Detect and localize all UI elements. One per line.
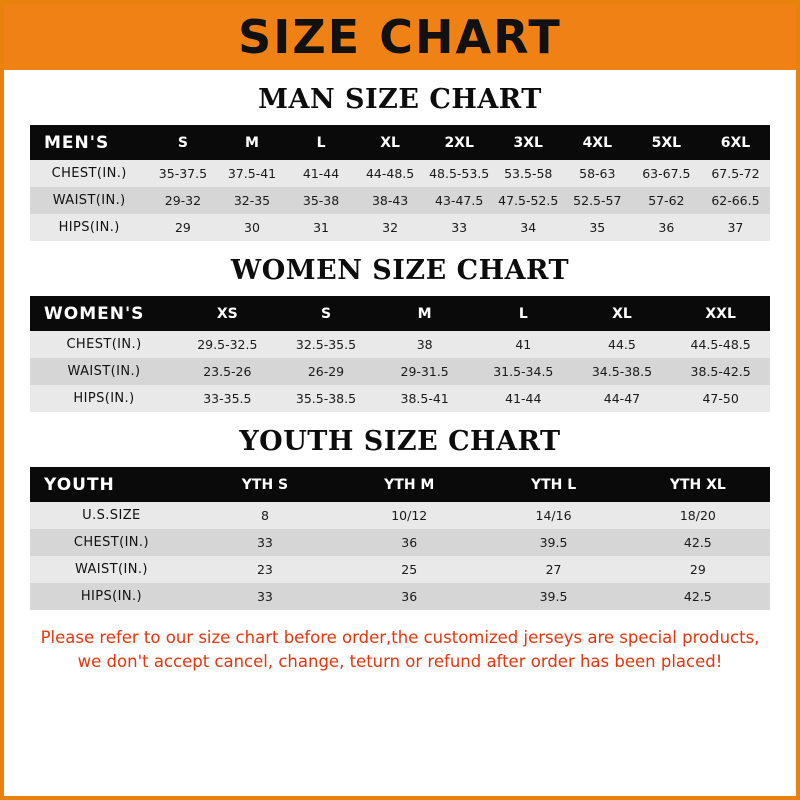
youth-section [4,426,796,610]
youth-r1-c3: 42.5 [626,529,770,556]
youth-row-3-label: HIPS(IN.) [30,583,193,610]
men-col-5: 3XL [494,125,563,160]
women-table-head [30,296,770,331]
women-row-0-label: CHEST(IN.) [30,331,178,358]
youth-r1-c2: 39.5 [481,529,625,556]
men-col-2: L [287,125,356,160]
youth-r0-c1: 10/12 [337,502,481,529]
youth-r0-c2: 14/16 [481,502,625,529]
youth-r1-c0: 33 [193,529,337,556]
table-row [30,583,770,610]
women-r1-c0: 23.5-26 [178,358,277,385]
youth-col-0: YTH S [193,467,337,502]
men-r2-c2: 31 [287,214,356,241]
youth-row-1-label: CHEST(IN.) [30,529,193,556]
youth-table-body [30,502,770,610]
men-r1-c5: 47.5-52.5 [494,187,563,214]
banner [4,4,796,70]
women-r2-c1: 35.5-38.5 [277,385,376,412]
footer-note-line-1: Please refer to our size chart before order,the customized jerseys are special products, [40,628,760,647]
youth-col-2: YTH L [481,467,625,502]
youth-r0-c3: 18/20 [626,502,770,529]
youth-section-title: YOUTH SIZE CHART [239,426,561,457]
men-r2-c5: 34 [494,214,563,241]
men-r1-c0: 29-32 [148,187,217,214]
women-r2-c2: 38.5-41 [375,385,474,412]
women-r2-c3: 41-44 [474,385,573,412]
men-row-2-label: HIPS(IN.) [30,214,148,241]
youth-col-3: YTH XL [626,467,770,502]
men-r1-c8: 62-66.5 [701,187,770,214]
men-col-0: S [148,125,217,160]
men-section [4,84,796,241]
youth-r3-c2: 39.5 [481,583,625,610]
women-row-1-label: WAIST(IN.) [30,358,178,385]
table-row [30,529,770,556]
women-col-0: XS [178,296,277,331]
women-col-5: XXL [671,296,770,331]
women-r1-c4: 34.5-38.5 [573,358,672,385]
women-r1-c1: 26-29 [277,358,376,385]
table-row [30,385,770,412]
youth-r2-c2: 27 [481,556,625,583]
men-r2-c6: 35 [563,214,632,241]
women-section-title: WOMEN SIZE CHART [230,255,570,286]
youth-r0-c0: 8 [193,502,337,529]
footer-note [24,626,776,674]
men-r0-c3: 44-48.5 [356,160,425,187]
footer-note-line-2: we don't accept cancel, change, teturn or refund after order has been placed! [77,651,723,671]
men-corner-label: MEN'S [30,125,148,160]
youth-r2-c3: 29 [626,556,770,583]
table-row [30,187,770,214]
women-r0-c1: 32.5-35.5 [277,331,376,358]
men-r0-c4: 48.5-53.5 [425,160,494,187]
women-r0-c0: 29.5-32.5 [178,331,277,358]
women-r2-c0: 33-35.5 [178,385,277,412]
table-row [30,331,770,358]
table-header-row [30,125,770,160]
men-table-head [30,125,770,160]
women-section [4,255,796,412]
youth-size-table [30,467,770,610]
women-r0-c3: 41 [474,331,573,358]
table-header-row [30,296,770,331]
men-r0-c7: 63-67.5 [632,160,701,187]
table-header-row [30,467,770,502]
youth-col-1: YTH M [337,467,481,502]
youth-r3-c1: 36 [337,583,481,610]
men-r2-c8: 37 [701,214,770,241]
table-row [30,502,770,529]
men-r1-c1: 32-35 [217,187,286,214]
youth-table-head [30,467,770,502]
women-table-body [30,331,770,412]
men-table-body [30,160,770,241]
men-r0-c0: 35-37.5 [148,160,217,187]
men-r2-c0: 29 [148,214,217,241]
men-r0-c6: 58-63 [563,160,632,187]
men-r1-c6: 52.5-57 [563,187,632,214]
men-col-8: 6XL [701,125,770,160]
men-r2-c7: 36 [632,214,701,241]
table-row [30,358,770,385]
women-col-1: S [277,296,376,331]
men-r2-c1: 30 [217,214,286,241]
men-section-title: MAN SIZE CHART [258,84,542,115]
men-row-1-label: WAIST(IN.) [30,187,148,214]
men-r1-c7: 57-62 [632,187,701,214]
men-r1-c2: 35-38 [287,187,356,214]
men-r1-c3: 38-43 [356,187,425,214]
men-r0-c8: 67.5-72 [701,160,770,187]
youth-r3-c0: 33 [193,583,337,610]
women-col-4: XL [573,296,672,331]
men-row-0-label: CHEST(IN.) [30,160,148,187]
women-r0-c4: 44.5 [573,331,672,358]
women-size-table [30,296,770,412]
men-r2-c3: 32 [356,214,425,241]
women-r1-c5: 38.5-42.5 [671,358,770,385]
youth-row-2-label: WAIST(IN.) [30,556,193,583]
men-col-4: 2XL [425,125,494,160]
men-col-6: 4XL [563,125,632,160]
women-col-2: M [375,296,474,331]
youth-r2-c1: 25 [337,556,481,583]
men-col-3: XL [356,125,425,160]
women-r1-c3: 31.5-34.5 [474,358,573,385]
women-col-3: L [474,296,573,331]
women-r0-c5: 44.5-48.5 [671,331,770,358]
men-col-7: 5XL [632,125,701,160]
women-corner-label: WOMEN'S [30,296,178,331]
youth-r1-c1: 36 [337,529,481,556]
table-row [30,160,770,187]
table-row [30,556,770,583]
women-row-2-label: HIPS(IN.) [30,385,178,412]
men-r1-c4: 43-47.5 [425,187,494,214]
youth-r3-c3: 42.5 [626,583,770,610]
women-r2-c5: 47-50 [671,385,770,412]
men-col-1: M [217,125,286,160]
women-r1-c2: 29-31.5 [375,358,474,385]
men-size-table [30,125,770,241]
women-r0-c2: 38 [375,331,474,358]
men-r0-c1: 37.5-41 [217,160,286,187]
page-title: SIZE CHART [238,10,562,64]
youth-r2-c0: 23 [193,556,337,583]
men-r2-c4: 33 [425,214,494,241]
men-r0-c5: 53.5-58 [494,160,563,187]
women-r2-c4: 44-47 [573,385,672,412]
table-row [30,214,770,241]
youth-row-0-label: U.S.SIZE [30,502,193,529]
men-r0-c2: 41-44 [287,160,356,187]
youth-corner-label: YOUTH [30,467,193,502]
